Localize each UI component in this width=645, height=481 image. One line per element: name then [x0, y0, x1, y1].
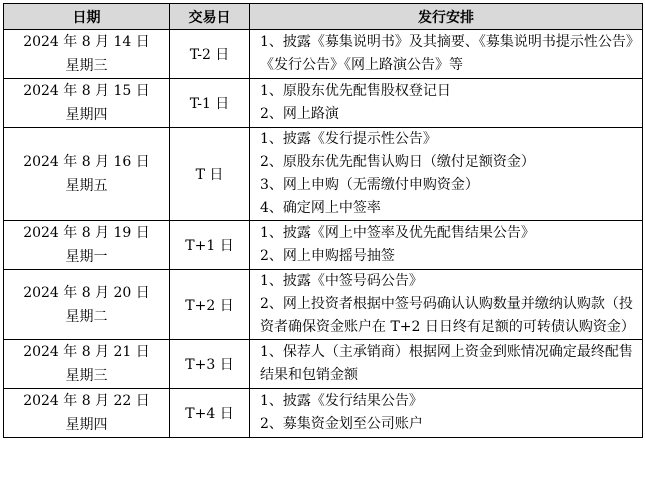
date-cell [4, 79, 170, 128]
schedule-cell [250, 340, 643, 389]
schedule-cell [250, 128, 643, 221]
weekday-text: 星期四 [65, 417, 108, 433]
date-cell [4, 30, 170, 79]
schedule-item: 2、网上投资者根据中签号码确认认购数量并缴纳认购款（投资者确保资金账户在 T+2 日日终有足额的可转债认购资金） [260, 296, 635, 335]
table-row [4, 389, 643, 438]
trade-day-cell: T 日 [170, 128, 250, 221]
schedule-table-container [3, 3, 643, 438]
schedule-item: 1、披露《发行提示性公告》 [260, 131, 437, 147]
schedule-item: 1、披露《发行结果公告》 [260, 393, 423, 409]
table-row [4, 270, 643, 340]
weekday-text: 星期三 [65, 58, 108, 74]
date-text: 2024 年 8 月 19 日 [23, 225, 150, 241]
schedule-item: 1、原股东优先配售股权登记日 [260, 83, 451, 99]
date-text: 2024 年 8 月 15 日 [23, 83, 150, 99]
header-trade-day: 交易日 [170, 4, 250, 30]
trade-day-cell: T+1 日 [170, 221, 250, 270]
date-cell [4, 340, 170, 389]
trade-day-cell: T+4 日 [170, 389, 250, 438]
trade-day-cell: T-2 日 [170, 30, 250, 79]
date-text: 2024 年 8 月 20 日 [23, 284, 150, 301]
weekday-text: 星期一 [65, 249, 108, 265]
table-row [4, 340, 643, 389]
schedule-item: 2、募集资金划至公司账户 [260, 416, 423, 432]
schedule-cell [250, 270, 643, 340]
trade-day-cell: T-1 日 [170, 79, 250, 128]
date-text: 2024 年 8 月 16 日 [23, 154, 150, 170]
table-row [4, 79, 643, 128]
table-row [4, 30, 643, 79]
header-date: 日期 [4, 4, 170, 30]
schedule-item: 4、确定网上中签率 [260, 200, 381, 216]
date-cell [4, 389, 170, 438]
schedule-cell [250, 30, 643, 79]
weekday-text: 星期三 [65, 368, 108, 384]
header-row [4, 4, 643, 30]
schedule-item: 1、披露《中签号码公告》 [260, 273, 423, 289]
schedule-item: 3、网上申购（无需缴付申购资金） [260, 177, 479, 193]
trade-day-cell: T+3 日 [170, 340, 250, 389]
date-cell [4, 128, 170, 221]
schedule-item: 1、披露《网上中签率及优先配售结果公告》 [260, 225, 535, 241]
schedule-item: 1、保荐人（主承销商）根据网上资金到账情况确定最终配售结果和包销金额 [260, 344, 633, 383]
schedule-item: 1、披露《募集说明书》及其摘要、《募集说明书提示性公告》《发行公告》《网上路演公告》等 [260, 34, 633, 73]
header-schedule: 发行安排 [250, 4, 643, 30]
date-text: 2024 年 8 月 21 日 [23, 344, 150, 360]
weekday-text: 星期四 [65, 107, 108, 123]
schedule-item: 2、网上申购摇号抽签 [260, 248, 395, 264]
schedule-cell [250, 221, 643, 270]
date-text: 2024 年 8 月 14 日 [23, 34, 150, 50]
schedule-cell [250, 389, 643, 438]
table-row [4, 128, 643, 221]
table-row [4, 221, 643, 270]
trade-day-cell: T+2 日 [170, 270, 250, 340]
schedule-cell [250, 79, 643, 128]
date-text: 2024 年 8 月 22 日 [23, 393, 150, 409]
date-cell [4, 270, 170, 340]
date-cell [4, 221, 170, 270]
schedule-body [4, 30, 643, 438]
schedule-item: 2、原股东优先配售认购日（缴付足额资金） [260, 154, 535, 170]
issuance-schedule-table [3, 3, 643, 438]
schedule-item: 2、网上路演 [260, 106, 339, 122]
weekday-text: 星期五 [65, 178, 108, 194]
weekday-text: 星期二 [65, 308, 108, 325]
